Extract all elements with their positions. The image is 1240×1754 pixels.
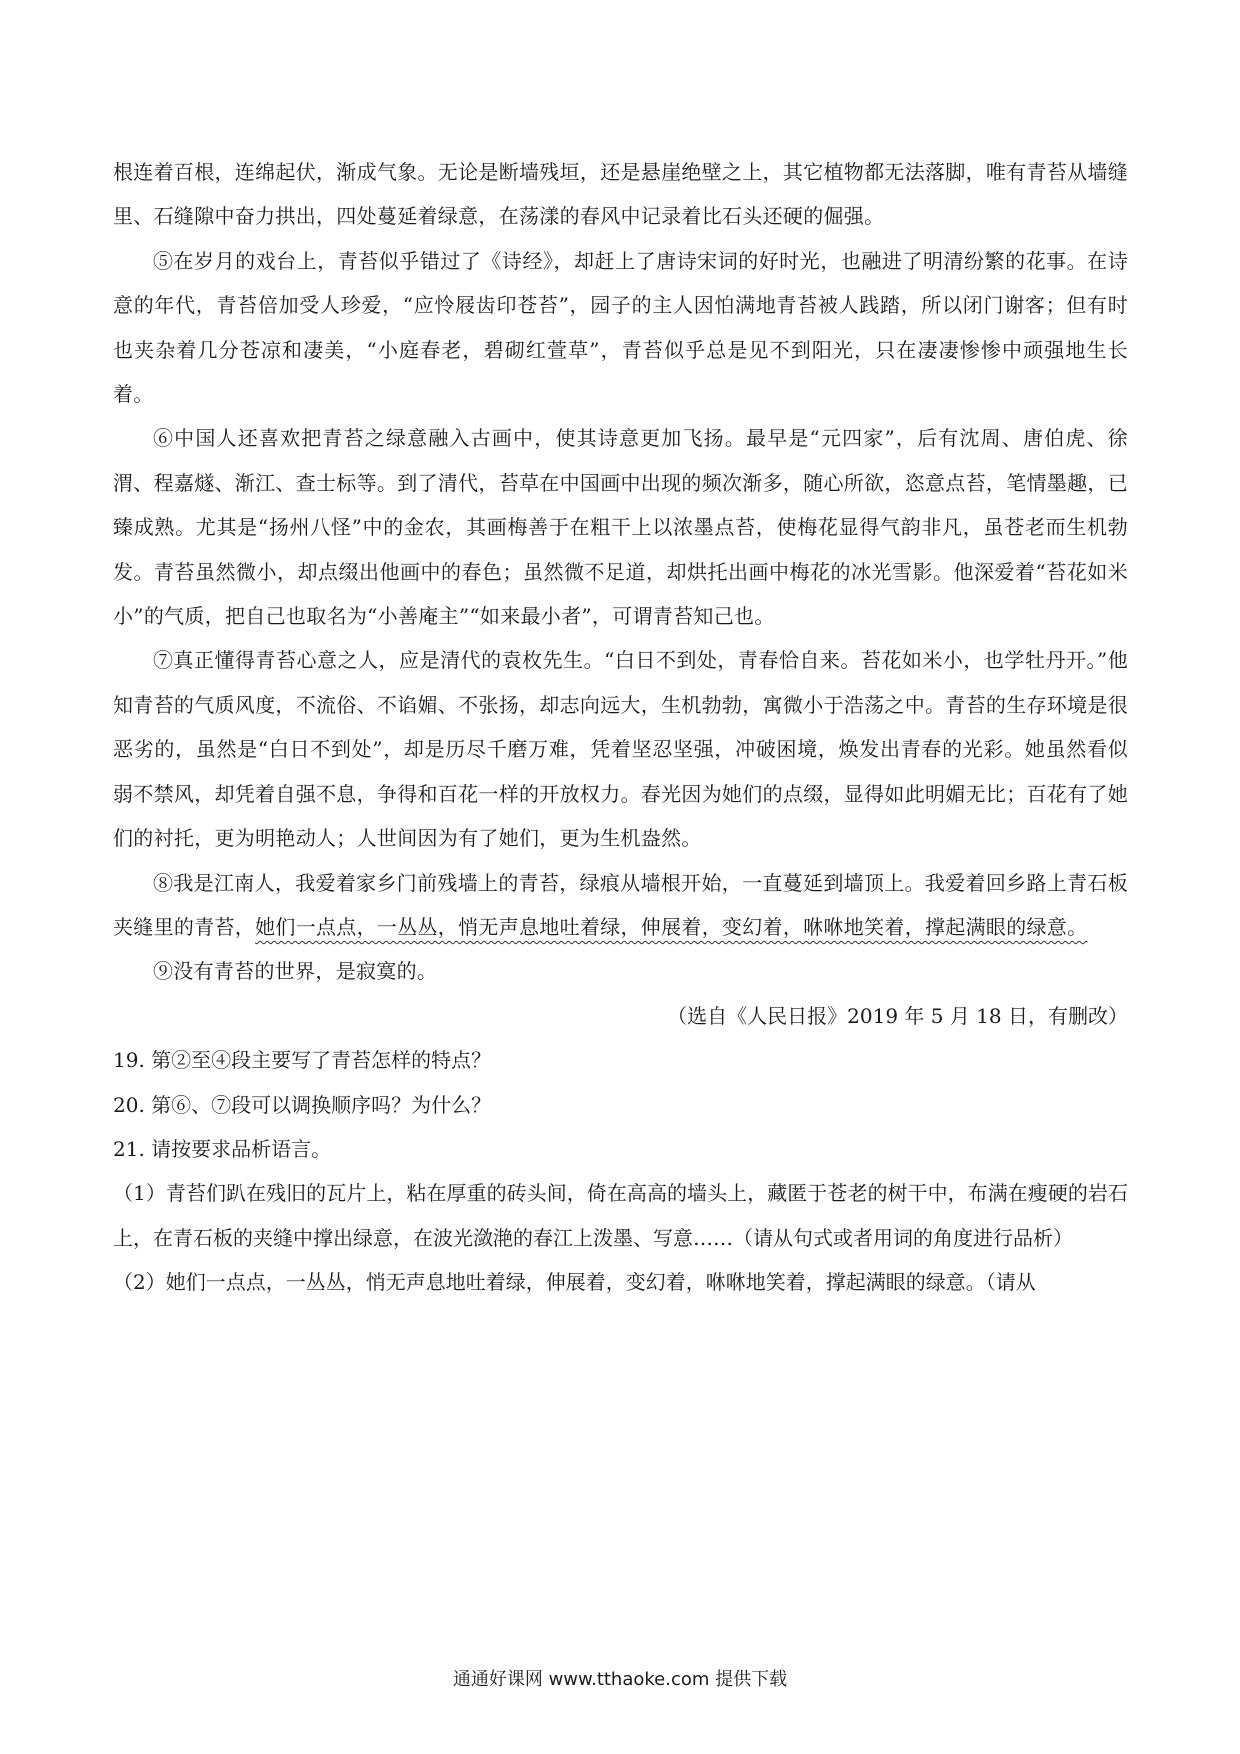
source-citation: （选自《人民日报》2019 年 5 月 18 日，有删改） bbox=[667, 1003, 1128, 1028]
paragraph-8 bbox=[113, 861, 1128, 950]
paragraph-5: ⑤在岁月的戏台上，青苔似乎错过了《诗经》，却赶上了唐诗宋词的好时光，也融进了明清纷繁的花事。在诗意的年代，青苔倍加受人珍爱，“应怜屐齿印苍苔”，园子的主人因怕满地青苔被人践踏，所以闭门谢客；但有时也夹杂着几分苍凉和凄美，“小庭春老，碧砌红萱草”，青苔似乎总是见不到阳光，只在凄凄惨惨中顽强地生长着。 bbox=[113, 248, 1128, 407]
question-21: 21. 请按要求品析语言。 bbox=[113, 1136, 332, 1161]
question-21-part-2: （2）她们一点点，一丛丛，悄无声息地吐着绿，伸展着，变幻着，咻咻地笑着，撑起满眼的绿意。（请从 bbox=[113, 1270, 1036, 1295]
question-20: 20. 第⑥、⑦段可以调换顺序吗？为什么？ bbox=[113, 1092, 492, 1117]
paragraph-6: ⑥中国人还喜欢把青苔之绿意融入古画中，使其诗意更加飞扬。最早是“元四家”，后有沈周、唐伯虎、徐渭、程嘉燧、渐江、查士标等。到了清代，苔草在中国画中出现的频次渐多，随心所欲，恣意点苔，笔情墨趣，已臻成熟。尤其是“扬州八怪”中的金农，其画梅善于在粗干上以浓墨点苔，使梅花显得气韵非凡，虽苍老而生机勃发。青苔虽然微小，却点缀出他画中的春色；虽然微不足道，却烘托出画中梅花的冰光雪影。他深爱着“苔花如米小”的气质，把自己也取名为“小善庵主”“如来最小者”，可谓青苔知己也。 bbox=[113, 426, 1128, 629]
paragraph-8-wavy-underlined-sentence: 她们一点点，一丛丛，悄无声息地吐着绿，伸展着，变幻着，咻咻地笑着，撑起满眼的绿意。 bbox=[255, 914, 1088, 939]
paragraph-8-lead: ⑧我是江南人，我爱着家乡门前残墙上的青苔，绿痕从墙根开始，一直蔓延到墙顶上。我爱着回乡路上青石板夹缝里的青苔， bbox=[113, 870, 1128, 939]
paragraph-7: ⑦真正懂得青苔心意之人，应是清代的袁枚先生。“白日不到处，青春恰自来。苔花如米小，也学牡丹开。”他知青苔的气质风度，不流俗、不谄媚、不张扬，却志向远大，生机勃勃，寓微小于浩荡之中。青苔的生存环境是很恶劣的，虽然是“白日不到处”，却是历尽千磨万难，凭着坚忍坚强，冲破困境，焕发出青春的光彩。她虽然看似弱不禁风，却凭着自强不息，争得和百花一样的开放权力。春光因为她们的点缀，显得如此明媚无比；百花有了她们的衬托，更为明艳动人；人世间因为有了她们，更为生机盎然。 bbox=[113, 648, 1128, 851]
paragraph-4-continued: 根连着百根，连绵起伏，渐成气象。无论是断墙残垣，还是悬崖绝壁之上，其它植物都无法落脚，唯有青苔从墙缝里、石缝隙中奋力拱出，四处蔓延着绿意，在荡漾的春风中记录着比石头还硬的倔强。 bbox=[113, 160, 1128, 229]
question-21-part-1: （1）青苔们趴在残旧的瓦片上，粘在厚重的砖头间，倚在高高的墙头上，藏匿于苍老的树干中，布满在瘦硬的岩石上，在青石板的夹缝中撑出绿意，在波光潋滟的春江上泼墨、写意……（请从句式或者用词的角度进行品析） bbox=[113, 1181, 1128, 1250]
document-body bbox=[113, 150, 1128, 1305]
page-footer: 通通好课网 www.tthaoke.com 提供下载 bbox=[452, 1669, 788, 1690]
question-19: 19. 第②至④段主要写了青苔怎样的特点？ bbox=[113, 1048, 492, 1073]
paragraph-9: ⑨没有青苔的世界，是寂寞的。 bbox=[153, 959, 438, 984]
